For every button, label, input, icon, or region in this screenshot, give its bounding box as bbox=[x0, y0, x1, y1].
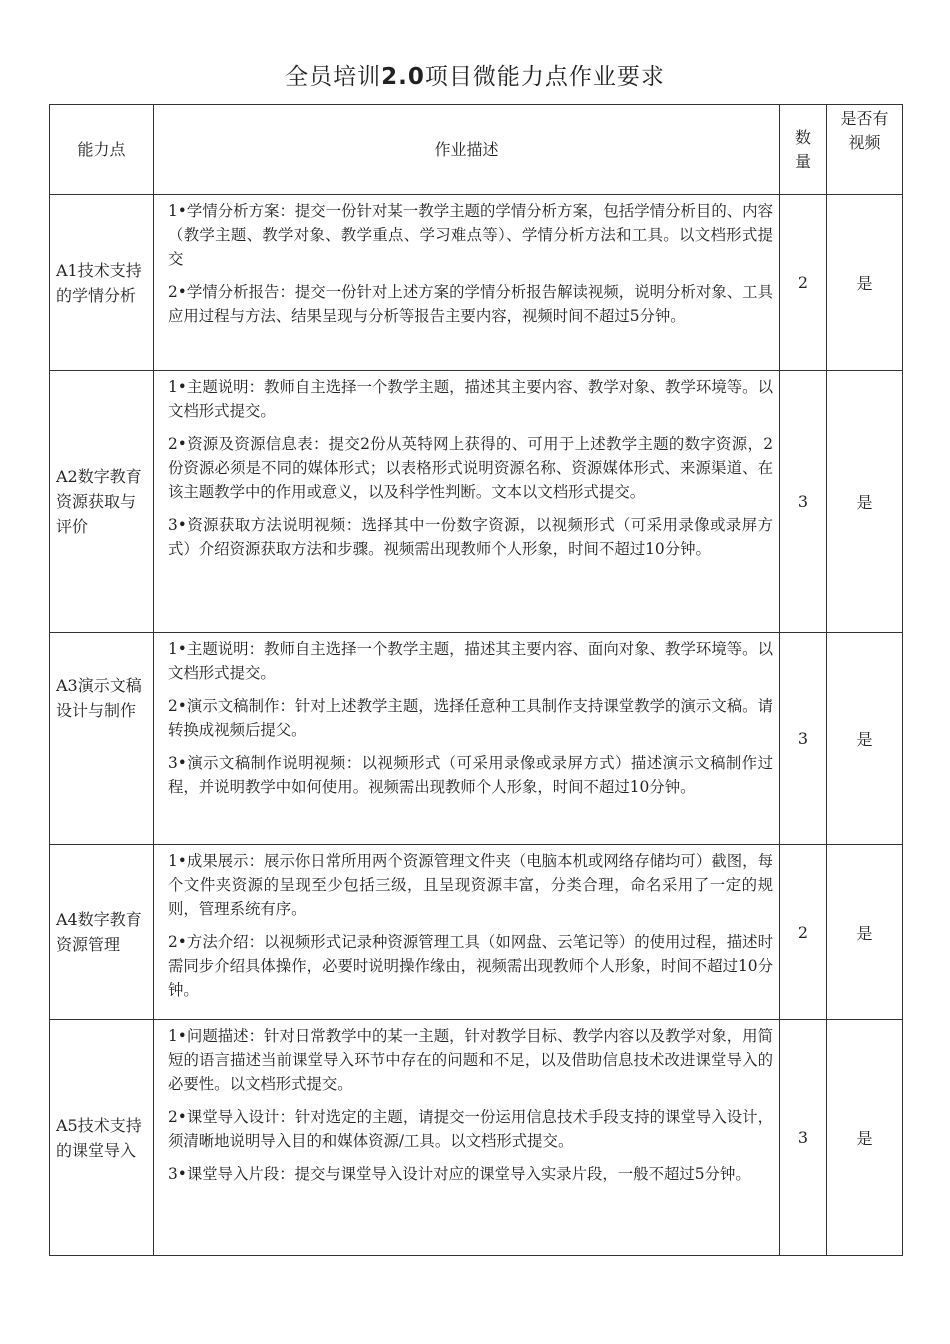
row-video: 是 bbox=[827, 845, 903, 1020]
desc-item: 3•演示文稿制作说明视频：以视频形式（可采用录像或录屏方式）描述演示文稿制作过程，并说明教学中如何使用。视频需出现教师个人形象，时间不超过10分钟。 bbox=[168, 754, 773, 796]
table-row bbox=[50, 371, 903, 633]
row-description bbox=[154, 371, 780, 633]
row-point: A1技术支持的学情分析 bbox=[50, 195, 154, 371]
desc-item: 2•演示文稿制作：针对上述教学主题，选择任意种工具制作支持课堂教学的演示文稿。请转换成视频后提父。 bbox=[168, 697, 773, 739]
table-row bbox=[50, 1020, 903, 1256]
desc-item: 1•学情分析方案：提交一份针对某一教学主题的学情分析方案，包括学情分析目的、内容（教学主题、教学对象、教学重点、学习难点等）、学情分析方法和工具。以文档形式提交 bbox=[168, 202, 773, 268]
row-count: 3 bbox=[780, 633, 827, 845]
row-point: A2数字教育资源获取与评价 bbox=[50, 371, 154, 633]
title-bold: 2.0 bbox=[381, 64, 425, 90]
header-count: 数量 bbox=[780, 105, 827, 195]
desc-item: 1•主题说明：教师自主选择一个教学主题，描述其主要内容、教学对象、教学环境等。以文档形式提交。 bbox=[168, 378, 773, 420]
desc-item: 2•学情分析报告：提交一份针对上述方案的学情分析报告解读视频，说明分析对象、工具应用过程与方法、结果呈现与分析等报告主要内容，视频时间不超过5分钟。 bbox=[168, 283, 773, 325]
table-row bbox=[50, 633, 903, 845]
desc-item: 2•资源及资源信息表：提交2份从英特网上获得的、可用于上述教学主题的数字资源，2份资源必须是不同的媒体形式；以表格形式说明资源名称、资源媒体形式、来源渠道、在该主题教学中的作用或意义，以及科学性判断。文本以文档形式提交。 bbox=[168, 435, 773, 501]
desc-item: 1•问题描述：针对日常教学中的某一主题，针对教学目标、教学内容以及教学对象，用简短的语言描述当前课堂导入环节中存在的问题和不足，以及借助信息技术改进课堂导入的必要性。以文档形式提交。 bbox=[168, 1027, 773, 1093]
row-count: 2 bbox=[780, 845, 827, 1020]
row-video: 是 bbox=[827, 195, 903, 371]
row-point: A5技术支持的课堂导入 bbox=[50, 1020, 154, 1256]
row-count: 2 bbox=[780, 195, 827, 371]
row-description bbox=[154, 195, 780, 371]
row-video: 是 bbox=[827, 1020, 903, 1256]
header-row bbox=[50, 105, 903, 195]
row-description bbox=[154, 1020, 780, 1256]
row-description bbox=[154, 633, 780, 845]
header-desc: 作业描述 bbox=[154, 105, 780, 195]
table-row bbox=[50, 845, 903, 1020]
row-count: 3 bbox=[780, 1020, 827, 1256]
desc-item: 3•课堂导入片段：提交与课堂导入设计对应的课堂导入实录片段，一般不超过5分钟。 bbox=[168, 1165, 751, 1183]
row-description bbox=[154, 845, 780, 1020]
row-video: 是 bbox=[827, 633, 903, 845]
title-pre: 全员培训 bbox=[285, 64, 382, 90]
row-point: A4数字教育资源管理 bbox=[50, 845, 154, 1020]
row-point: A3演示文稿设计与制作 bbox=[50, 633, 154, 845]
desc-item: 1•成果展示：展示你日常所用两个资源管理文件夹（电脑本机或网络存储均可）截图，每个文件夹资源的呈现至少包括三级，且呈现资源丰富，分类合理，命名采用了一定的规则，管理系统有序。 bbox=[168, 852, 773, 918]
table-row bbox=[50, 195, 903, 371]
header-point: 能力点 bbox=[50, 105, 154, 195]
header-video: 是否有视频 bbox=[827, 105, 903, 195]
requirements-table bbox=[49, 104, 903, 1256]
row-video: 是 bbox=[827, 371, 903, 633]
desc-item: 2•方法介绍：以视频形式记录种资源管理工具（如网盘、云笔记等）的使用过程，描述时需同步介绍具体操作，必要时说明操作缘由，视频需出现教师个人形象，时间不超过10分钟。 bbox=[168, 933, 773, 999]
desc-item: 2•课堂导入设计：针对选定的主题，请提交一份运用信息技术手段支持的课堂导入设计，须清晰地说明导入目的和媒体资源/工具。以文档形式提交。 bbox=[168, 1108, 773, 1150]
title-post: 项目微能力点作业要求 bbox=[424, 64, 665, 90]
row-count: 3 bbox=[780, 371, 827, 633]
desc-item: 1•主题说明：教师自主选择一个教学主题，描述其主要内容、面向对象、教学环境等。以文档形式提交。 bbox=[168, 640, 773, 682]
desc-item: 3•资源获取方法说明视频：选择其中一份数字资源，以视频形式（可采用录像或录屏方式）介绍资源获取方法和步骤。视频需出现教师个人形象，时间不超过10分钟。 bbox=[168, 516, 773, 558]
document-title bbox=[0, 58, 950, 91]
